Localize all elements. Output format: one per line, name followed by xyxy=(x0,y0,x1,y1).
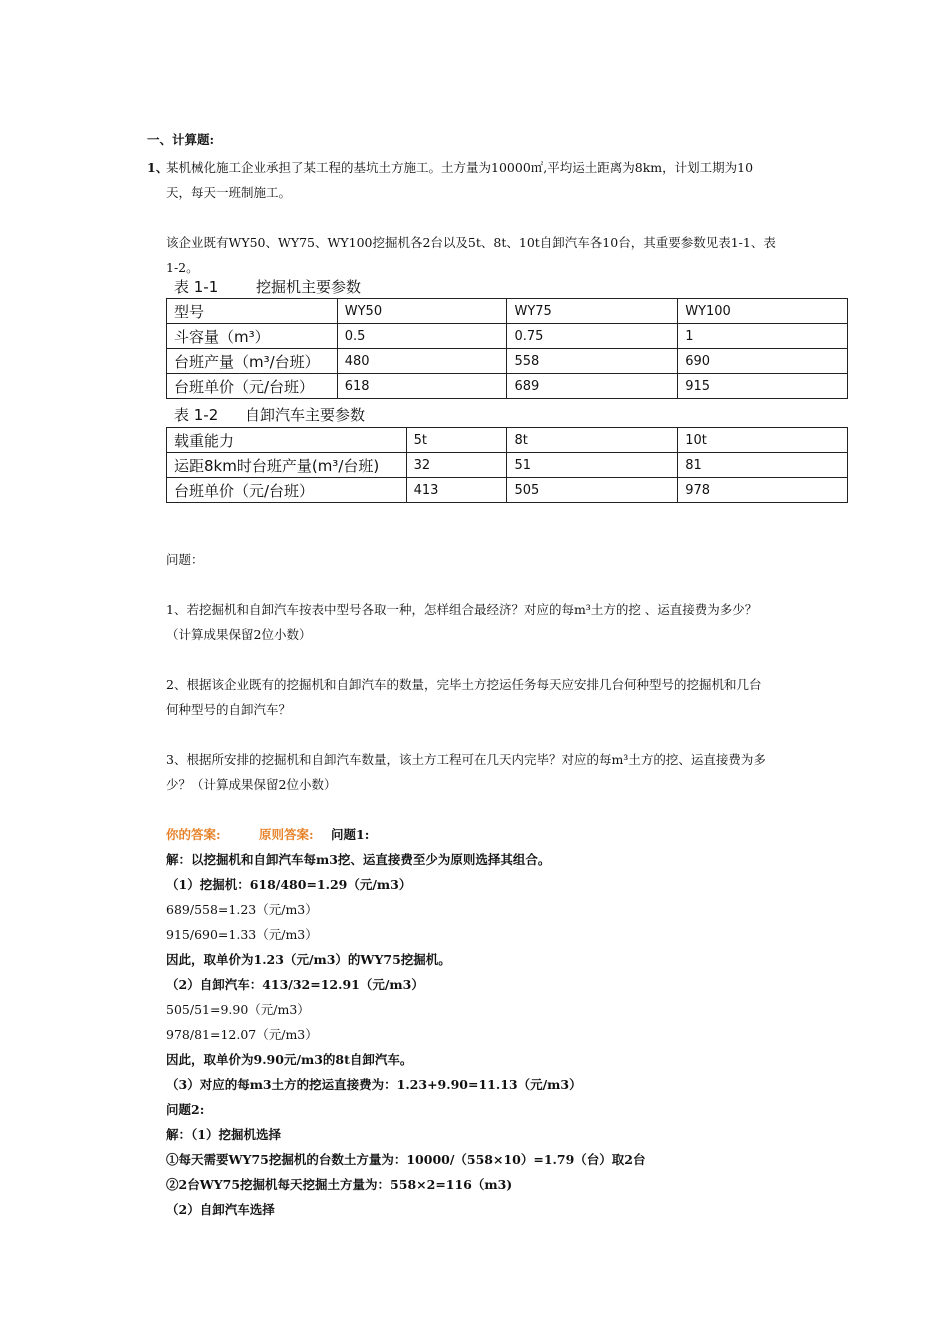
table-cell: 689 xyxy=(507,374,678,399)
question-3-line-1: 3、根据所安排的挖掘机和自卸汽车数量，该土方工程可在几天内完毕？对应的每m³土方的挖、运直接费为多 xyxy=(166,752,766,767)
table-row xyxy=(167,478,848,503)
answer-line: 解：以挖掘机和自卸汽车每m3挖、运直接费至少为原则选择其组合。 xyxy=(166,852,551,867)
excavator-params-table xyxy=(166,298,848,399)
table-cell: 型号 xyxy=(167,299,338,324)
table-row xyxy=(167,374,848,399)
paragraph-line-2: 1-2。 xyxy=(166,260,199,275)
question-2-line-2: 何种型号的自卸汽车？ xyxy=(166,702,292,717)
question-1-line-2: （计算成果保留2位小数） xyxy=(166,627,312,642)
table-cell: 618 xyxy=(337,374,507,399)
table-cell: 505 xyxy=(507,478,678,503)
answer-line: （2）自卸汽车：413/32=12.91（元/m3） xyxy=(166,977,424,992)
table-cell: 81 xyxy=(678,453,848,478)
table-cell: WY75 xyxy=(507,299,678,324)
table-cell: 台班产量（m³/台班） xyxy=(167,349,338,374)
question-2-line-1: 2、根据该企业既有的挖掘机和自卸汽车的数量，完毕土方挖运任务每天应安排几台何种型号的挖掘机和几台 xyxy=(166,677,762,692)
paragraph-line-1: 该企业既有WY50、WY75、WY100挖掘机各2台以及5t、8t、10t自卸汽车各10台，其重要参数见表1-1、表 xyxy=(166,235,776,250)
table2-caption-title: 自卸汽车主要参数 xyxy=(245,406,366,424)
standard-answer-label: 原则答案: xyxy=(259,827,314,842)
table-cell: 915 xyxy=(678,374,848,399)
table-cell: 8t xyxy=(507,428,678,453)
problem-1-label: 问题1: xyxy=(331,827,370,842)
table-cell: 斗容量（m³） xyxy=(167,324,338,349)
intro-line-2: 天，每天一班制施工。 xyxy=(166,185,292,200)
answer-line: 915/690=1.33（元/m3） xyxy=(166,927,318,942)
your-answer-label: 你的答案: xyxy=(166,827,221,842)
table-cell: 0.75 xyxy=(507,324,678,349)
answer-line: 因此，取单价为9.90元/m3的8t自卸汽车。 xyxy=(166,1052,413,1067)
answer-line: 978/81=12.07（元/m3） xyxy=(166,1027,318,1042)
table-cell: 台班单价（元/台班） xyxy=(167,374,338,399)
answer-line: （1）挖掘机：618/480=1.29（元/m3） xyxy=(166,877,412,892)
table1-caption-title: 挖掘机主要参数 xyxy=(256,278,362,296)
answer-line: ②2台WY75挖掘机每天挖掘土方量为：558×2=116（m3) xyxy=(166,1177,513,1192)
table-cell: WY100 xyxy=(678,299,848,324)
questions-label: 问题： xyxy=(166,552,204,567)
answer-line: 505/51=9.90（元/m3） xyxy=(166,1002,310,1017)
table-row xyxy=(167,299,848,324)
table-cell: 0.5 xyxy=(337,324,507,349)
section-title: 一、计算题: xyxy=(147,132,215,147)
table-cell: 978 xyxy=(678,478,848,503)
question-3-line-2: 少？（计算成果保留2位小数） xyxy=(166,777,337,792)
answer-line: 因此，取单价为1.23（元/m3）的WY75挖掘机。 xyxy=(166,952,451,967)
table-row xyxy=(167,428,848,453)
answer-line: 问题2: xyxy=(166,1102,205,1117)
table-row xyxy=(167,453,848,478)
table-cell: 5t xyxy=(406,428,507,453)
table-cell: 51 xyxy=(507,453,678,478)
answer-line: 解：（1）挖掘机选择 xyxy=(166,1127,281,1142)
table-cell: 载重能力 xyxy=(167,428,407,453)
answer-line: （3）对应的每m3土方的挖运直接费为：1.23+9.90=11.13（元/m3） xyxy=(166,1077,582,1092)
table-row xyxy=(167,349,848,374)
table-cell: 10t xyxy=(678,428,848,453)
question-number: 1、 xyxy=(147,160,169,175)
table-cell: 413 xyxy=(406,478,507,503)
dump-truck-params-table xyxy=(166,427,848,503)
table-cell: 558 xyxy=(507,349,678,374)
table-cell: 480 xyxy=(337,349,507,374)
question-1-line-1: 1、若挖掘机和自卸汽车按表中型号各取一种，怎样组合最经济？对应的每m³土方的挖 、运直接费为多少？ xyxy=(166,602,758,617)
answer-line: ①每天需要WY75挖掘机的台数土方量为：10000/（558×10）=1.79（台）取2台 xyxy=(166,1152,646,1167)
table-cell: 690 xyxy=(678,349,848,374)
table-cell: 1 xyxy=(678,324,848,349)
table-cell: 32 xyxy=(406,453,507,478)
table-cell: WY50 xyxy=(337,299,507,324)
table1-caption-number: 表 1-1 xyxy=(174,278,219,296)
table-row xyxy=(167,324,848,349)
intro-line-1: 某机械化施工企业承担了某工程的基坑土方施工。土方量为10000㎡,平均运土距离为8km，计划工期为10 xyxy=(166,160,754,175)
table2-caption-number: 表 1-2 xyxy=(174,406,219,424)
table-cell: 台班单价（元/台班） xyxy=(167,478,407,503)
table-cell: 运距8km时台班产量(m³/台班) xyxy=(167,453,407,478)
answer-line: 689/558=1.23（元/m3） xyxy=(166,902,318,917)
answer-line: （2）自卸汽车选择 xyxy=(166,1202,275,1217)
